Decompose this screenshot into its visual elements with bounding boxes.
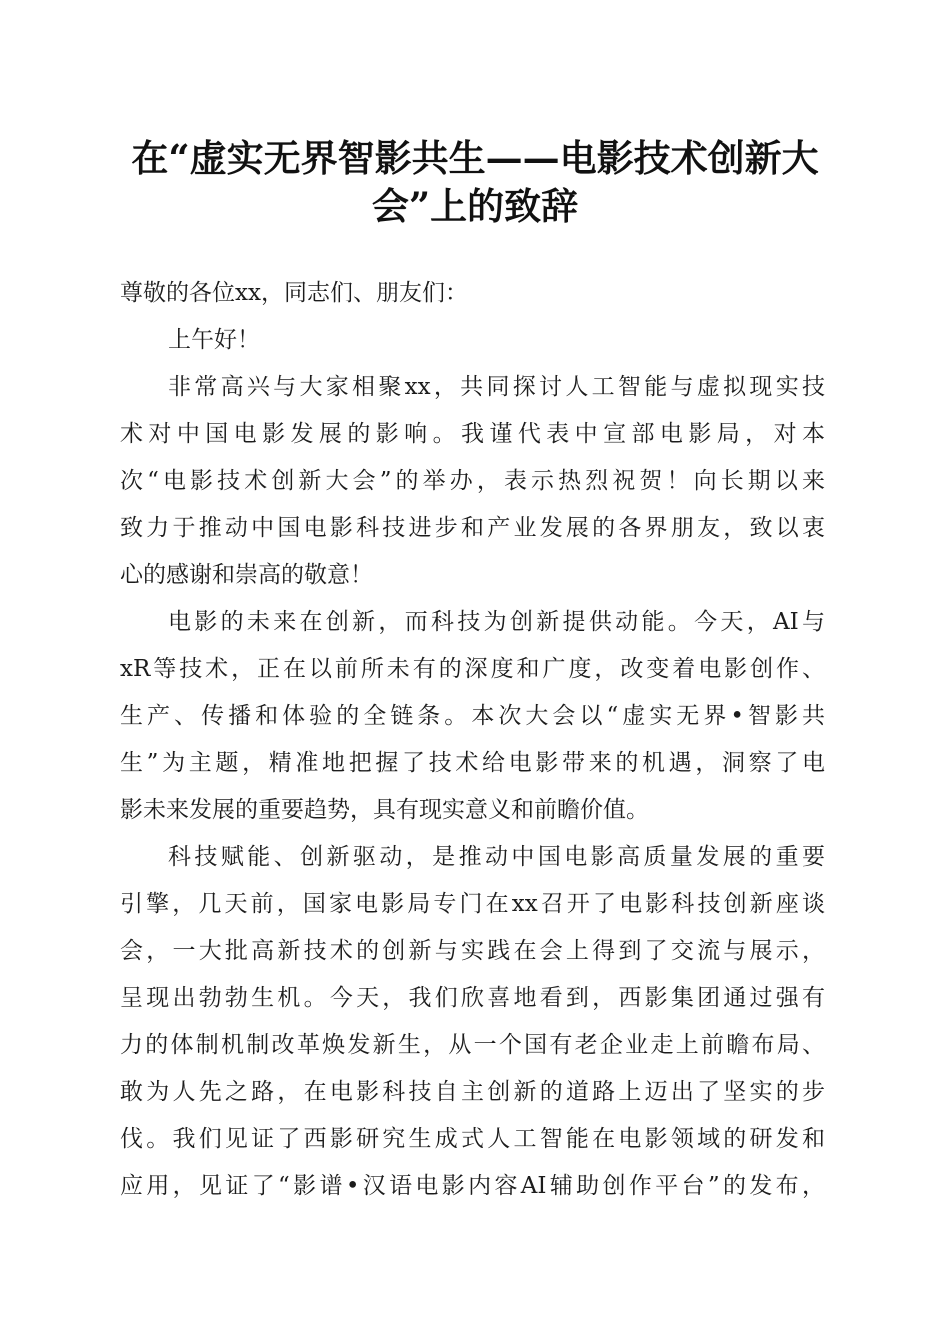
paragraph-line: 术对中国电影发展的影响。我谨代表中宣部电影局，对本 xyxy=(120,421,825,447)
paragraph-line: 生”为主题，精准地把握了技术给电影带来的机遇，洞察了电 xyxy=(120,750,825,776)
paragraph-line: 电影的未来在创新，而科技为创新提供动能。今天，AI与 xyxy=(168,609,825,635)
paragraph-line: 呈现出勃勃生机。今天，我们欣喜地看到，西影集团通过强有 xyxy=(120,985,825,1011)
paragraph-line: 引擎，几天前，国家电影局专门在xx召开了电影科技创新座谈 xyxy=(120,891,825,917)
paragraph-line: 科技赋能、创新驱动，是推动中国电影高质量发展的重要 xyxy=(168,844,825,870)
document-title xyxy=(100,134,850,230)
greeting: 上午好！ xyxy=(168,327,260,353)
paragraph-line: 非常高兴与大家相聚xx，共同探讨人工智能与虚拟现实技 xyxy=(168,374,825,400)
paragraph-line: 伐。我们见证了西影研究生成式人工智能在电影领域的研发和 xyxy=(120,1126,825,1152)
paragraph-line: 心的感谢和崇高的敬意！ xyxy=(120,562,373,588)
salutation: 尊敬的各位xx，同志们、朋友们： xyxy=(120,280,468,306)
title-line-1: 在“虚实无界智影共生——电影技术创新大 xyxy=(131,136,819,180)
title-line-2: 会”上的致辞 xyxy=(371,184,579,228)
paragraph-line: 敢为人先之路，在电影科技自主创新的道路上迈出了坚实的步 xyxy=(120,1079,825,1105)
paragraph-line: 致力于推动中国电影科技进步和产业发展的各界朋友，致以衷 xyxy=(120,515,825,541)
paragraph-line: 会，一大批高新技术的创新与实践在会上得到了交流与展示， xyxy=(120,938,825,964)
paragraph-line: 次“电影技术创新大会”的举办，表示热烈祝贺！向长期以来 xyxy=(120,468,825,494)
paragraph-line: 影未来发展的重要趋势，具有现实意义和前瞻价值。 xyxy=(120,797,649,823)
paragraph-line: 应用，见证了“影谱•汉语电影内容AI辅助创作平台”的发布， xyxy=(120,1173,825,1199)
paragraph-line: xR等技术，正在以前所未有的深度和广度，改变着电影创作、 xyxy=(120,656,825,682)
paragraph-line: 力的体制机制改革焕发新生，从一个国有老企业走上前瞻布局、 xyxy=(120,1032,825,1058)
paragraph-line: 生产、传播和体验的全链条。本次大会以“虚实无界•智影共 xyxy=(120,703,825,729)
